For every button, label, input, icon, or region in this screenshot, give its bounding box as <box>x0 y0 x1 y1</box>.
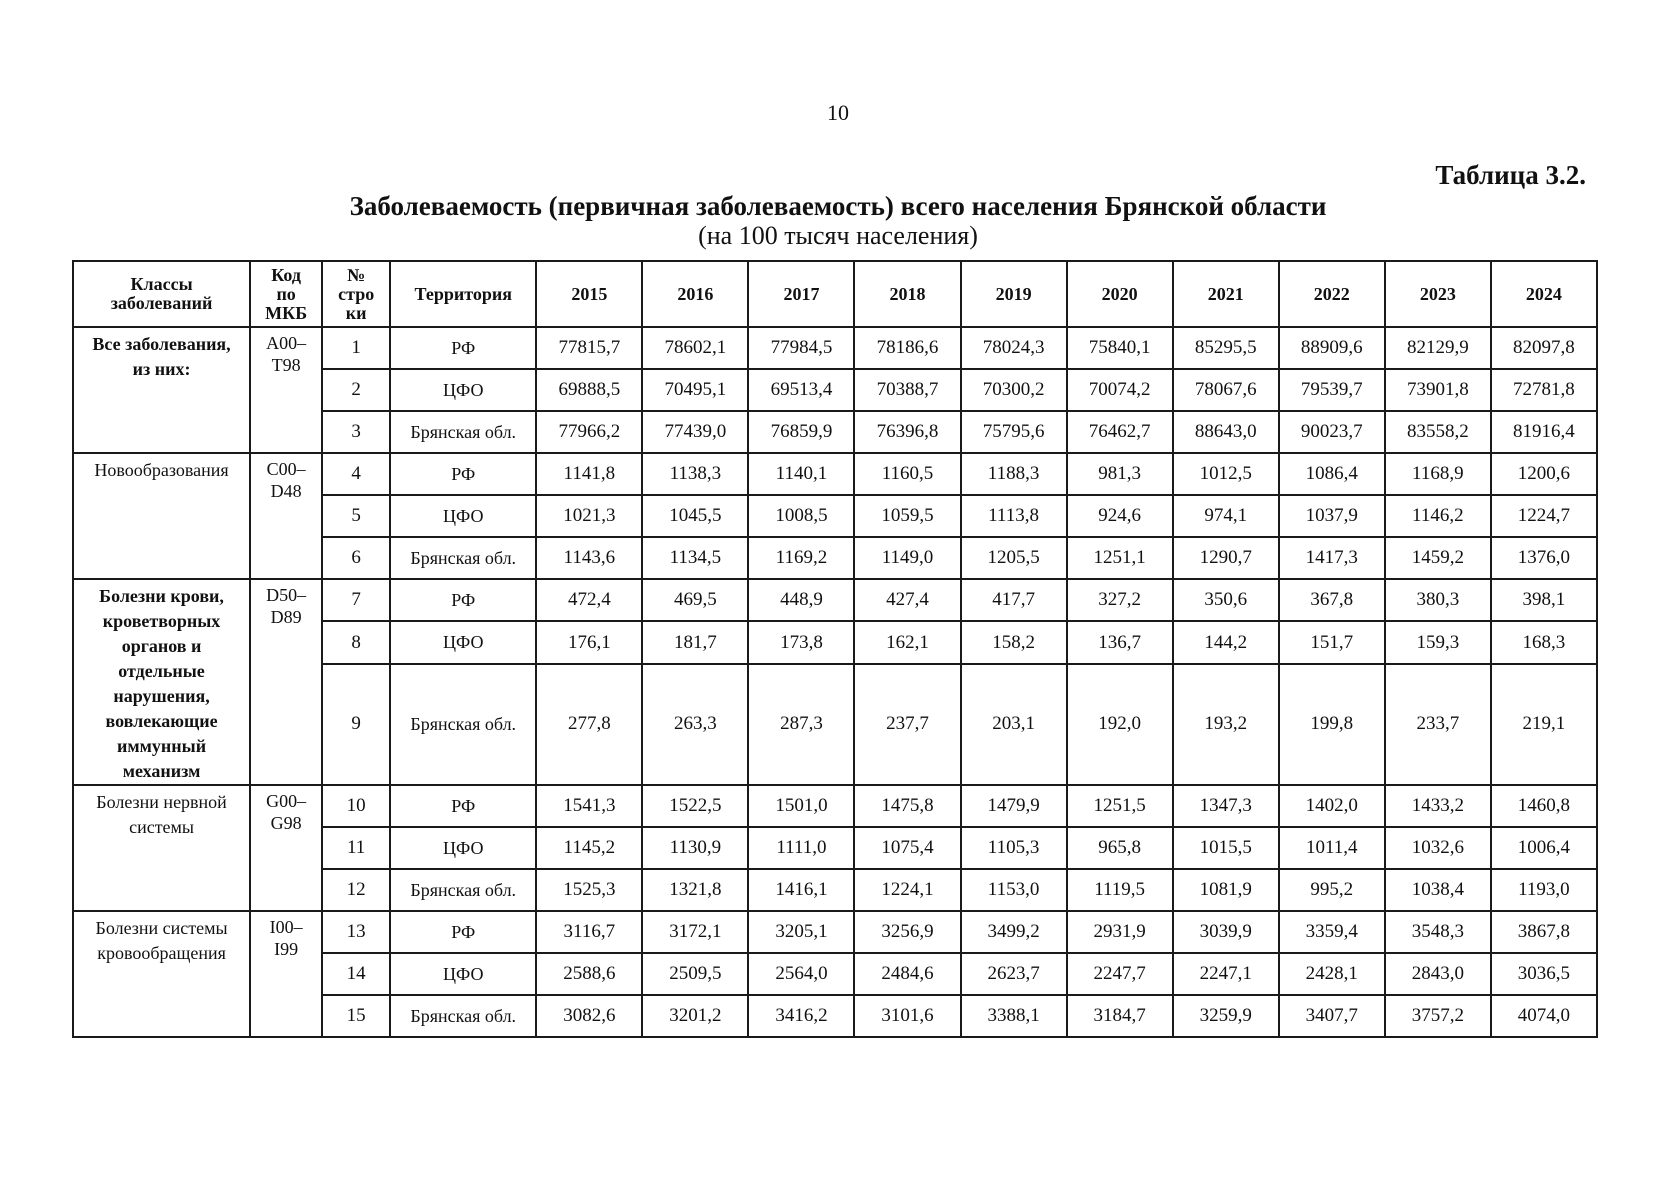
value-cell: 3201,2 <box>642 995 748 1037</box>
value-cell: 995,2 <box>1279 869 1385 911</box>
value-cell: 1224,1 <box>854 869 960 911</box>
row-number-cell: 3 <box>322 411 390 453</box>
value-cell: 159,3 <box>1385 621 1491 663</box>
value-cell: 1119,5 <box>1067 869 1173 911</box>
icd-code-line: I00– <box>269 917 303 937</box>
value-cell: 158,2 <box>961 621 1067 663</box>
value-cell: 350,6 <box>1173 579 1279 621</box>
value-cell: 233,7 <box>1385 664 1491 785</box>
value-cell: 287,3 <box>748 664 854 785</box>
value-cell: 3407,7 <box>1279 995 1385 1037</box>
territory-cell: Брянская обл. <box>390 995 536 1037</box>
value-cell: 3416,2 <box>748 995 854 1037</box>
value-cell: 1501,0 <box>748 785 854 827</box>
value-cell: 1251,5 <box>1067 785 1173 827</box>
value-cell: 237,7 <box>854 664 960 785</box>
value-cell: 2428,1 <box>1279 953 1385 995</box>
header-code-line: по <box>276 283 296 304</box>
value-cell: 3172,1 <box>642 911 748 953</box>
table-subtitle: (на 100 тысяч населения) <box>698 221 978 250</box>
value-cell: 1459,2 <box>1385 537 1491 579</box>
territory-cell: ЦФО <box>390 827 536 869</box>
value-cell: 77966,2 <box>536 411 642 453</box>
value-cell: 81916,4 <box>1491 411 1597 453</box>
header-year: 2016 <box>642 261 748 327</box>
value-cell: 1251,1 <box>1067 537 1173 579</box>
value-cell: 1290,7 <box>1173 537 1279 579</box>
value-cell: 1188,3 <box>961 453 1067 495</box>
value-cell: 1059,5 <box>854 495 960 537</box>
disease-class-line: из них: <box>132 359 191 379</box>
territory-cell: РФ <box>390 327 536 369</box>
table-title: Заболеваемость (первичная заболеваемость) всего населения Брянской области <box>349 191 1327 221</box>
value-cell: 924,6 <box>1067 495 1173 537</box>
value-cell: 380,3 <box>1385 579 1491 621</box>
value-cell: 77984,5 <box>748 327 854 369</box>
value-cell: 90023,7 <box>1279 411 1385 453</box>
value-cell: 1525,3 <box>536 869 642 911</box>
value-cell: 82129,9 <box>1385 327 1491 369</box>
value-cell: 72781,8 <box>1491 369 1597 411</box>
value-cell: 181,7 <box>642 621 748 663</box>
disease-class-line: системы <box>129 817 195 837</box>
value-cell: 1075,4 <box>854 827 960 869</box>
value-cell: 151,7 <box>1279 621 1385 663</box>
value-cell: 88909,6 <box>1279 327 1385 369</box>
value-cell: 219,1 <box>1491 664 1597 785</box>
territory-cell: Брянская обл. <box>390 869 536 911</box>
title-block <box>0 190 1676 250</box>
value-cell: 70074,2 <box>1067 369 1173 411</box>
value-cell: 1200,6 <box>1491 453 1597 495</box>
icd-code-cell <box>250 453 322 579</box>
value-cell: 3499,2 <box>961 911 1067 953</box>
table-row <box>73 911 1597 953</box>
value-cell: 1086,4 <box>1279 453 1385 495</box>
value-cell: 1140,1 <box>748 453 854 495</box>
value-cell: 70495,1 <box>642 369 748 411</box>
value-cell: 73901,8 <box>1385 369 1491 411</box>
value-cell: 1008,5 <box>748 495 854 537</box>
header-year: 2019 <box>961 261 1067 327</box>
value-cell: 417,7 <box>961 579 1067 621</box>
icd-code-line: T98 <box>271 355 301 375</box>
value-cell: 3039,9 <box>1173 911 1279 953</box>
table-label: Таблица 3.2. <box>1435 160 1586 190</box>
row-number-cell: 12 <box>322 869 390 911</box>
value-cell: 3036,5 <box>1491 953 1597 995</box>
value-cell: 1105,3 <box>961 827 1067 869</box>
value-cell: 3256,9 <box>854 911 960 953</box>
row-number-cell: 2 <box>322 369 390 411</box>
icd-code-line: D48 <box>270 481 302 501</box>
value-cell: 173,8 <box>748 621 854 663</box>
territory-cell: ЦФО <box>390 621 536 663</box>
value-cell: 1021,3 <box>536 495 642 537</box>
value-cell: 199,8 <box>1279 664 1385 785</box>
value-cell: 2247,7 <box>1067 953 1173 995</box>
territory-cell: РФ <box>390 579 536 621</box>
row-number-cell: 9 <box>322 664 390 785</box>
value-cell: 1111,0 <box>748 827 854 869</box>
value-cell: 82097,8 <box>1491 327 1597 369</box>
value-cell: 162,1 <box>854 621 960 663</box>
territory-cell: Брянская обл. <box>390 537 536 579</box>
disease-class-line: Болезни системы <box>95 918 228 938</box>
value-cell: 76396,8 <box>854 411 960 453</box>
value-cell: 2623,7 <box>961 953 1067 995</box>
disease-class-cell <box>73 453 250 579</box>
value-cell: 367,8 <box>1279 579 1385 621</box>
value-cell: 168,3 <box>1491 621 1597 663</box>
value-cell: 472,4 <box>536 579 642 621</box>
value-cell: 1143,6 <box>536 537 642 579</box>
header-code <box>250 261 322 327</box>
disease-class-line: вовлекающие <box>105 711 218 731</box>
row-number-cell: 5 <box>322 495 390 537</box>
value-cell: 144,2 <box>1173 621 1279 663</box>
value-cell: 981,3 <box>1067 453 1173 495</box>
value-cell: 398,1 <box>1491 579 1597 621</box>
value-cell: 2484,6 <box>854 953 960 995</box>
value-cell: 77439,0 <box>642 411 748 453</box>
header-year: 2022 <box>1279 261 1385 327</box>
value-cell: 1402,0 <box>1279 785 1385 827</box>
table-body <box>73 327 1597 1037</box>
header-row-line: стро <box>338 283 375 304</box>
value-cell: 2564,0 <box>748 953 854 995</box>
value-cell: 3757,2 <box>1385 995 1491 1037</box>
value-cell: 469,5 <box>642 579 748 621</box>
value-cell: 1113,8 <box>961 495 1067 537</box>
value-cell: 1541,3 <box>536 785 642 827</box>
value-cell: 1475,8 <box>854 785 960 827</box>
value-cell: 1134,5 <box>642 537 748 579</box>
disease-class-line: Новообразования <box>94 460 229 480</box>
disease-class-cell <box>73 327 250 453</box>
value-cell: 1153,0 <box>961 869 1067 911</box>
value-cell: 1417,3 <box>1279 537 1385 579</box>
header-year: 2023 <box>1385 261 1491 327</box>
value-cell: 427,4 <box>854 579 960 621</box>
table-row <box>73 327 1597 369</box>
value-cell: 75795,6 <box>961 411 1067 453</box>
row-number-cell: 13 <box>322 911 390 953</box>
value-cell: 69513,4 <box>748 369 854 411</box>
row-number-cell: 7 <box>322 579 390 621</box>
row-number-cell: 11 <box>322 827 390 869</box>
value-cell: 2931,9 <box>1067 911 1173 953</box>
value-cell: 203,1 <box>961 664 1067 785</box>
value-cell: 1012,5 <box>1173 453 1279 495</box>
value-cell: 76462,7 <box>1067 411 1173 453</box>
value-cell: 2588,6 <box>536 953 642 995</box>
header-code-line: МКБ <box>265 302 308 323</box>
value-cell: 1141,8 <box>536 453 642 495</box>
page-number: 10 <box>827 100 849 125</box>
value-cell: 78067,6 <box>1173 369 1279 411</box>
value-cell: 83558,2 <box>1385 411 1491 453</box>
value-cell: 1145,2 <box>536 827 642 869</box>
value-cell: 70300,2 <box>961 369 1067 411</box>
icd-code-cell <box>250 911 322 1037</box>
header-class-line: Классы <box>130 274 193 294</box>
header-row-number <box>322 261 390 327</box>
value-cell: 3184,7 <box>1067 995 1173 1037</box>
value-cell: 974,1 <box>1173 495 1279 537</box>
value-cell: 1347,3 <box>1173 785 1279 827</box>
value-cell: 3259,9 <box>1173 995 1279 1037</box>
row-number-cell: 8 <box>322 621 390 663</box>
value-cell: 136,7 <box>1067 621 1173 663</box>
value-cell: 193,2 <box>1173 664 1279 785</box>
icd-code-line: C00– <box>266 459 306 479</box>
value-cell: 3359,4 <box>1279 911 1385 953</box>
disease-class-line: Болезни нервной <box>96 792 227 812</box>
value-cell: 1130,9 <box>642 827 748 869</box>
row-number-cell: 14 <box>322 953 390 995</box>
value-cell: 2247,1 <box>1173 953 1279 995</box>
header-year: 2021 <box>1173 261 1279 327</box>
value-cell: 263,3 <box>642 664 748 785</box>
value-cell: 3548,3 <box>1385 911 1491 953</box>
disease-class-cell <box>73 911 250 1037</box>
value-cell: 1224,7 <box>1491 495 1597 537</box>
value-cell: 4074,0 <box>1491 995 1597 1037</box>
territory-cell: РФ <box>390 911 536 953</box>
value-cell: 69888,5 <box>536 369 642 411</box>
value-cell: 1376,0 <box>1491 537 1597 579</box>
disease-class-line: Болезни крови, <box>99 586 224 606</box>
value-cell: 1146,2 <box>1385 495 1491 537</box>
value-cell: 448,9 <box>748 579 854 621</box>
icd-code-cell <box>250 579 322 785</box>
territory-cell: ЦФО <box>390 953 536 995</box>
territory-cell: Брянская обл. <box>390 664 536 785</box>
icd-code-line: A00– <box>266 333 307 353</box>
territory-cell: РФ <box>390 785 536 827</box>
disease-class-cell <box>73 579 250 785</box>
value-cell: 1416,1 <box>748 869 854 911</box>
value-cell: 277,8 <box>536 664 642 785</box>
value-cell: 1011,4 <box>1279 827 1385 869</box>
table-row <box>73 579 1597 621</box>
value-cell: 176,1 <box>536 621 642 663</box>
disease-class-line: механизм <box>122 761 201 781</box>
header-row-line: № <box>347 264 366 285</box>
icd-code-line: G00– <box>266 791 307 811</box>
header-row <box>73 261 1597 327</box>
value-cell: 3867,8 <box>1491 911 1597 953</box>
value-cell: 76859,9 <box>748 411 854 453</box>
header-year: 2020 <box>1067 261 1173 327</box>
value-cell: 3205,1 <box>748 911 854 953</box>
header-territory: Территория <box>390 261 536 327</box>
value-cell: 1205,5 <box>961 537 1067 579</box>
value-cell: 2509,5 <box>642 953 748 995</box>
value-cell: 3116,7 <box>536 911 642 953</box>
value-cell: 1522,5 <box>642 785 748 827</box>
icd-code-line: G98 <box>270 813 302 833</box>
value-cell: 1038,4 <box>1385 869 1491 911</box>
territory-cell: ЦФО <box>390 369 536 411</box>
row-number-cell: 4 <box>322 453 390 495</box>
value-cell: 78186,6 <box>854 327 960 369</box>
value-cell: 1168,9 <box>1385 453 1491 495</box>
value-cell: 78602,1 <box>642 327 748 369</box>
header-class <box>73 261 250 327</box>
icd-code-line: D89 <box>270 607 302 627</box>
value-cell: 85295,5 <box>1173 327 1279 369</box>
value-cell: 1138,3 <box>642 453 748 495</box>
territory-cell: ЦФО <box>390 495 536 537</box>
value-cell: 192,0 <box>1067 664 1173 785</box>
header-row-line: ки <box>345 302 367 323</box>
table-row <box>73 453 1597 495</box>
icd-code-line: I99 <box>274 939 299 959</box>
disease-class-line: иммунный <box>117 736 207 756</box>
disease-class-line: кровообращения <box>97 943 226 963</box>
value-cell: 1321,8 <box>642 869 748 911</box>
row-number-cell: 1 <box>322 327 390 369</box>
value-cell: 1193,0 <box>1491 869 1597 911</box>
value-cell: 1015,5 <box>1173 827 1279 869</box>
header-year: 2017 <box>748 261 854 327</box>
value-cell: 1045,5 <box>642 495 748 537</box>
value-cell: 79539,7 <box>1279 369 1385 411</box>
value-cell: 2843,0 <box>1385 953 1491 995</box>
value-cell: 965,8 <box>1067 827 1173 869</box>
territory-cell: РФ <box>390 453 536 495</box>
value-cell: 1460,8 <box>1491 785 1597 827</box>
row-number-cell: 15 <box>322 995 390 1037</box>
value-cell: 1149,0 <box>854 537 960 579</box>
value-cell: 1006,4 <box>1491 827 1597 869</box>
row-number-cell: 10 <box>322 785 390 827</box>
header-year: 2015 <box>536 261 642 327</box>
value-cell: 88643,0 <box>1173 411 1279 453</box>
value-cell: 77815,7 <box>536 327 642 369</box>
value-cell: 1169,2 <box>748 537 854 579</box>
value-cell: 3388,1 <box>961 995 1067 1037</box>
header-code-line: Код <box>271 264 301 285</box>
header-year: 2018 <box>854 261 960 327</box>
value-cell: 1032,6 <box>1385 827 1491 869</box>
value-cell: 1037,9 <box>1279 495 1385 537</box>
value-cell: 327,2 <box>1067 579 1173 621</box>
row-number-cell: 6 <box>322 537 390 579</box>
value-cell: 78024,3 <box>961 327 1067 369</box>
icd-code-cell <box>250 327 322 453</box>
value-cell: 75840,1 <box>1067 327 1173 369</box>
value-cell: 1081,9 <box>1173 869 1279 911</box>
morbidity-table <box>72 260 1598 1038</box>
disease-class-line: органов и <box>121 636 202 656</box>
disease-class-line: отдельные <box>118 661 205 681</box>
header-year: 2024 <box>1491 261 1597 327</box>
table-row <box>73 785 1597 827</box>
header-class-line: заболеваний <box>110 293 213 313</box>
value-cell: 1479,9 <box>961 785 1067 827</box>
icd-code-cell <box>250 785 322 911</box>
disease-class-line: нарушения, <box>113 686 210 706</box>
value-cell: 1160,5 <box>854 453 960 495</box>
value-cell: 70388,7 <box>854 369 960 411</box>
territory-cell: Брянская обл. <box>390 411 536 453</box>
disease-class-line: Все заболевания, <box>92 334 231 354</box>
value-cell: 3082,6 <box>536 995 642 1037</box>
value-cell: 3101,6 <box>854 995 960 1037</box>
icd-code-line: D50– <box>266 585 307 605</box>
disease-class-line: кроветворных <box>102 611 221 631</box>
value-cell: 1433,2 <box>1385 785 1491 827</box>
disease-class-cell <box>73 785 250 911</box>
